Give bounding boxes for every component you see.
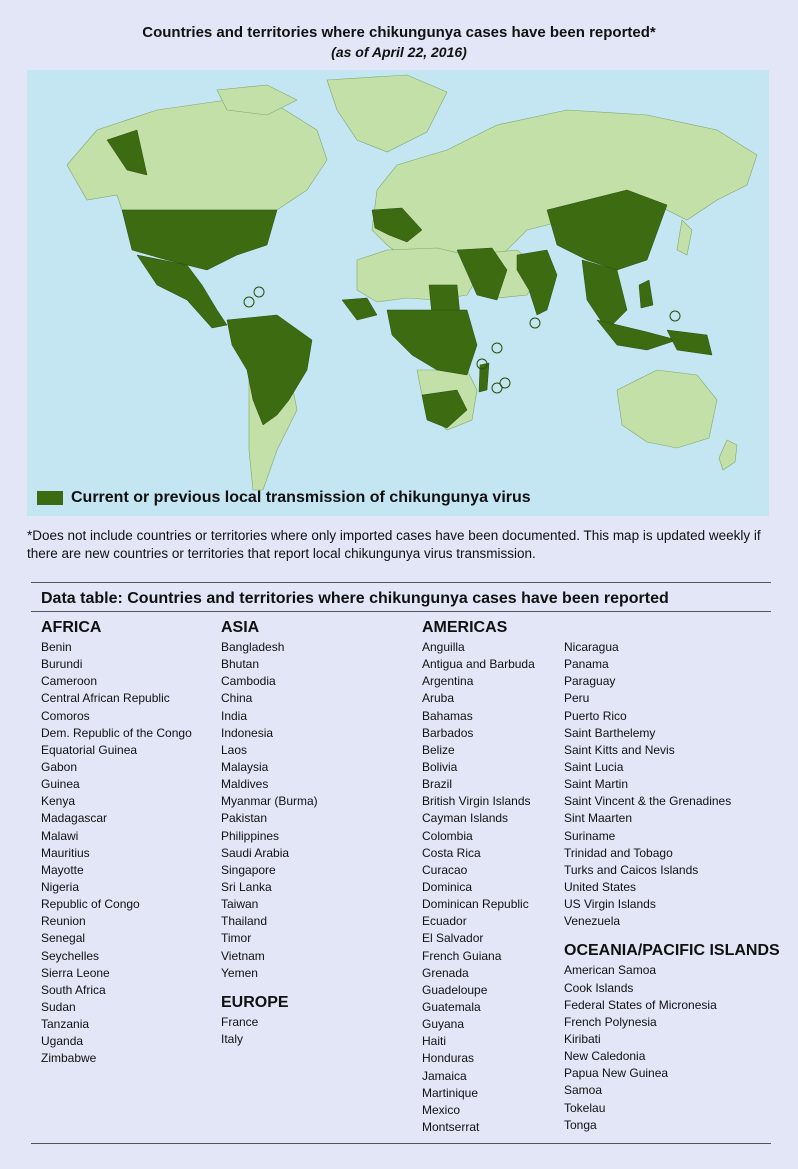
country-item: Dominica — [422, 879, 473, 894]
country-item: Madagascar — [41, 811, 108, 826]
country-item: Bolivia — [422, 759, 458, 774]
country-item: Ecuador — [422, 914, 467, 929]
country-item: Sint Maarten — [564, 811, 633, 826]
country-item: Aruba — [422, 691, 455, 706]
country-item: Saint Lucia — [564, 759, 624, 774]
country-item: Puerto Rico — [564, 708, 627, 723]
island-marker-seychelles — [492, 343, 502, 353]
country-item: Honduras — [422, 1051, 475, 1066]
country-item: Bahamas — [422, 708, 473, 723]
list-asia — [221, 639, 318, 982]
country-item: France — [221, 1014, 259, 1029]
list-europe — [221, 1014, 318, 1048]
country-item: Cambodia — [221, 674, 276, 689]
country-item: Antigua and Barbuda — [422, 657, 535, 672]
country-item: Seychelles — [41, 948, 100, 963]
table-bottom-rule — [31, 1143, 771, 1144]
country-item: Mauritius — [41, 845, 90, 860]
country-item: Sierra Leone — [41, 965, 110, 980]
region-heading-americas: AMERICAS — [422, 619, 508, 636]
country-item: Tanzania — [41, 1017, 90, 1032]
country-item: Kiribati — [564, 1031, 601, 1046]
country-item: Haiti — [422, 1034, 447, 1049]
country-item: Nicaragua — [564, 640, 619, 654]
papua-new-guinea — [667, 330, 712, 355]
column-americas-1 — [422, 617, 535, 1136]
country-item: Gabon — [41, 759, 78, 774]
country-item: US Virgin Islands — [564, 897, 656, 912]
country-item: Saint Martin — [564, 777, 629, 792]
column-asia-europe — [221, 617, 318, 1048]
country-item: French Polynesia — [564, 1014, 657, 1029]
country-item: Pakistan — [221, 811, 268, 826]
country-item: Myanmar (Burma) — [221, 794, 318, 809]
country-item: Papua New Guinea — [564, 1066, 669, 1081]
country-item: Laos — [221, 742, 248, 757]
country-item: Federal States of Micronesia — [564, 997, 717, 1012]
region-heading-asia: ASIA — [221, 619, 260, 636]
region-heading-africa: AFRICA — [41, 619, 102, 636]
country-item: Cook Islands — [564, 980, 634, 995]
country-item: Martinique — [422, 1085, 479, 1100]
map-legend — [37, 489, 531, 507]
country-item: Sudan — [41, 999, 76, 1014]
madagascar — [479, 363, 489, 392]
country-item: Panama — [564, 657, 609, 672]
country-item: Guyana — [422, 1017, 465, 1032]
country-item: Yemen — [221, 965, 258, 980]
indonesia — [597, 320, 677, 350]
map-subtitle: (as of April 22, 2016) — [331, 44, 467, 60]
greenland — [327, 75, 447, 152]
region-heading-oceania: OCEANIA/PACIFIC ISLANDS — [564, 942, 780, 960]
footnote: *Does not include countries or territories where only imported cases have been documented. This map is updated weekly if there are new countries or territories that report local chikungunya virus transmission. — [27, 528, 761, 561]
country-item: Guadeloupe — [422, 982, 488, 997]
list-africa — [41, 639, 192, 1068]
country-item: India — [221, 708, 248, 723]
country-item: Benin — [41, 640, 72, 654]
country-item: Cameroon — [41, 674, 98, 689]
country-item: Barbados — [422, 725, 474, 740]
island-marker-maldives — [530, 318, 540, 328]
country-item: American Samoa — [564, 963, 657, 978]
country-item: British Virgin Islands — [422, 794, 531, 809]
country-item: Vietnam — [221, 948, 265, 963]
country-item: Mexico — [422, 1102, 461, 1117]
world-map-graphic — [27, 70, 769, 516]
country-item: Dominican Republic — [422, 897, 529, 912]
country-item: Nigeria — [41, 879, 80, 894]
list-americas-part1 — [422, 639, 535, 1136]
region-heading-spacer — [564, 617, 780, 639]
region-spacer — [221, 982, 318, 992]
country-item: Central African Republic — [41, 691, 170, 706]
country-item: Senegal — [41, 931, 86, 946]
country-item: Sri Lanka — [221, 879, 272, 894]
country-item: Tokelau — [564, 1100, 606, 1115]
island-marker-micronesia — [670, 311, 680, 321]
country-item: Bangladesh — [221, 640, 285, 654]
country-item: Timor — [221, 931, 252, 946]
country-item: Malaysia — [221, 759, 269, 774]
country-item: Tonga — [564, 1117, 597, 1132]
country-item: Cayman Islands — [422, 811, 509, 826]
column-africa — [41, 617, 192, 1068]
philippines — [639, 280, 653, 308]
country-item: Venezuela — [564, 914, 621, 929]
table-title-rule — [31, 611, 771, 612]
country-item: Saint Kitts and Nevis — [564, 742, 675, 757]
country-item: Mayotte — [41, 862, 84, 877]
legend-swatch — [37, 491, 63, 505]
column-americas-2-oceania — [564, 617, 780, 1134]
north-america-north — [67, 100, 327, 210]
country-item: El Salvador — [422, 931, 484, 946]
country-item: Curacao — [422, 862, 468, 877]
country-item: Kenya — [41, 794, 76, 809]
country-item: Republic of Congo — [41, 897, 140, 912]
country-item: Guinea — [41, 777, 80, 792]
country-item: Singapore — [221, 862, 276, 877]
central-east-africa — [387, 310, 477, 375]
country-item: Equatorial Guinea — [41, 742, 138, 757]
table-top-rule — [31, 582, 771, 583]
west-africa — [342, 298, 377, 320]
country-item: Comoros — [41, 708, 90, 723]
country-item: Suriname — [564, 828, 616, 843]
country-item: Grenada — [422, 965, 469, 980]
island-marker-reunion — [492, 383, 502, 393]
island-marker-caribbean-1 — [254, 287, 264, 297]
country-item: Italy — [221, 1031, 244, 1046]
south-america-north — [227, 315, 312, 425]
country-item: Montserrat — [422, 1119, 480, 1134]
country-item: Turks and Caicos Islands — [564, 862, 699, 877]
country-item: Saudi Arabia — [221, 845, 290, 860]
country-item: Bhutan — [221, 657, 260, 672]
data-table-title: Data table: Countries and territories where chikungunya cases have been reported — [41, 590, 669, 607]
country-item: Philippines — [221, 828, 280, 843]
country-item: Saint Vincent & the Grenadines — [564, 794, 732, 809]
country-item: Jamaica — [422, 1068, 467, 1083]
world-map — [27, 70, 769, 516]
country-item: Argentina — [422, 674, 474, 689]
country-item: Malawi — [41, 828, 79, 843]
country-item: Taiwan — [221, 897, 259, 912]
southeast-asia — [582, 260, 627, 330]
country-item: Thailand — [221, 914, 268, 929]
region-spacer — [564, 930, 780, 940]
country-item: South Africa — [41, 982, 106, 997]
country-item: French Guiana — [422, 948, 502, 963]
country-item: New Caledonia — [564, 1049, 646, 1064]
country-item: United States — [564, 879, 637, 894]
country-item: Reunion — [41, 914, 86, 929]
country-item: Dem. Republic of the Congo — [41, 725, 192, 740]
country-item: Trinidad and Tobago — [564, 845, 673, 860]
country-item: Costa Rica — [422, 845, 481, 860]
map-title: Countries and territories where chikungunya cases have been reported* — [142, 24, 656, 41]
country-item: Peru — [564, 691, 590, 706]
japan — [677, 220, 692, 255]
country-item: China — [221, 691, 253, 706]
country-item: Saint Barthelemy — [564, 725, 656, 740]
country-item: Anguilla — [422, 640, 465, 654]
country-item: Colombia — [422, 828, 473, 843]
country-item: Belize — [422, 742, 455, 757]
new-zealand — [719, 440, 737, 470]
region-heading-europe: EUROPE — [221, 993, 289, 1011]
country-item: Brazil — [422, 777, 453, 792]
country-item: Zimbabwe — [41, 1051, 97, 1066]
country-item: Samoa — [564, 1083, 603, 1098]
country-item: Paraguay — [564, 674, 616, 689]
country-item: Indonesia — [221, 725, 274, 740]
country-item: Burundi — [41, 657, 83, 672]
island-marker-caribbean-2 — [244, 297, 254, 307]
list-americas-part2 — [564, 639, 780, 930]
country-item: Guatemala — [422, 999, 481, 1014]
list-oceania — [564, 962, 780, 1133]
legend-label: Current or previous local transmission of chikungunya virus — [71, 489, 531, 506]
australia — [617, 370, 717, 448]
country-item: Maldives — [221, 777, 269, 792]
country-item: Uganda — [41, 1034, 84, 1049]
